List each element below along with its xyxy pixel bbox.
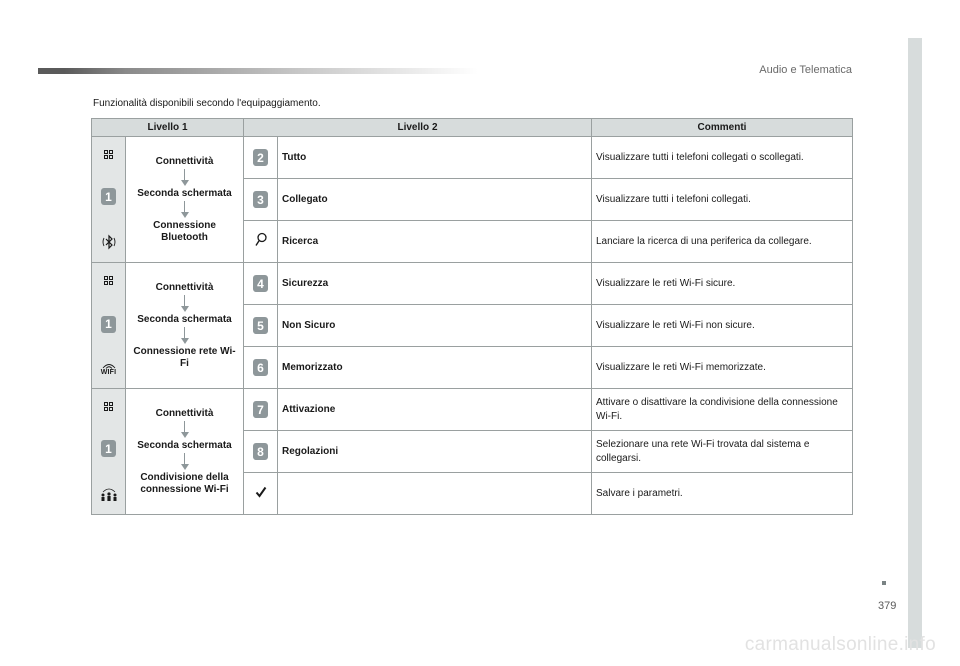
path-step: Seconda schermata — [137, 313, 232, 325]
grid-icon — [104, 402, 114, 412]
path-step: Connettività — [155, 281, 214, 293]
page-marker — [882, 581, 886, 585]
page-subtitle: Funzionalità disponibili secondo l'equipaggiamento. — [93, 98, 321, 109]
step-badge: 2 — [253, 149, 268, 166]
path-step: Connessione Bluetooth — [153, 219, 216, 243]
arrow-down-icon — [181, 295, 189, 313]
page-edge-strip — [908, 38, 922, 648]
group-icons — [92, 389, 126, 515]
path-step: Seconda schermata — [137, 187, 232, 199]
path-step: Condivisione della connessione Wi-Fi — [140, 471, 229, 495]
comment: Lanciare la ricerca di una periferica da collegare. — [592, 221, 853, 263]
path-step: Connettività — [155, 155, 214, 167]
arrow-down-icon — [181, 201, 189, 219]
level1-path — [126, 263, 244, 389]
comment: Visualizzare tutti i telefoni collegati o scollegati. — [592, 137, 853, 179]
step-badge: 3 — [253, 191, 268, 208]
level1-path — [126, 389, 244, 515]
search-icon — [254, 232, 268, 248]
grid-icon — [104, 276, 114, 286]
grid-icon — [104, 150, 114, 160]
arrow-down-icon — [181, 421, 189, 439]
settings-table — [91, 118, 853, 515]
col-header-comments: Commenti — [592, 119, 853, 137]
step-badge: 8 — [253, 443, 268, 460]
step-badge: 1 — [101, 188, 116, 205]
path-step: Seconda schermata — [137, 439, 232, 451]
step-badge: 4 — [253, 275, 268, 292]
comment: Attivare o disattivare la condivisione della connessione Wi-Fi. — [592, 389, 853, 431]
step-badge: 1 — [101, 316, 116, 333]
arrow-down-icon — [181, 327, 189, 345]
level1-path — [126, 137, 244, 263]
level2-label: Sicurezza — [278, 263, 592, 305]
bluetooth-icon — [101, 234, 117, 250]
table-row — [92, 137, 853, 179]
group-icons — [92, 263, 126, 389]
wifi-icon — [101, 363, 117, 376]
level2-label: Memorizzato — [278, 347, 592, 389]
header-rule — [38, 68, 478, 74]
group-icons — [92, 137, 126, 263]
watermark: carmanualsonline.info — [744, 634, 936, 655]
step-badge: 6 — [253, 359, 268, 376]
comment: Selezionare una rete Wi-Fi trovata dal sistema e collegarsi. — [592, 431, 853, 473]
step-badge: 1 — [101, 440, 116, 457]
comment: Salvare i parametri. — [592, 473, 853, 515]
table-row — [92, 389, 853, 431]
wifi-label: WIFI — [100, 368, 117, 376]
col-header-level2: Livello 2 — [244, 119, 592, 137]
arrow-down-icon — [181, 453, 189, 471]
path-step: Connessione rete Wi-Fi — [133, 345, 236, 369]
comment: Visualizzare le reti Wi-Fi sicure. — [592, 263, 853, 305]
step-badge: 7 — [253, 401, 268, 418]
comment: Visualizzare le reti Wi-Fi memorizzate. — [592, 347, 853, 389]
check-icon — [255, 486, 267, 498]
level2-label: Attivazione — [278, 389, 592, 431]
level2-label — [278, 473, 592, 515]
path-step: Connettività — [155, 407, 214, 419]
level2-label: Collegato — [278, 179, 592, 221]
level2-label: Regolazioni — [278, 431, 592, 473]
step-badge: 5 — [253, 317, 268, 334]
level2-label: Tutto — [278, 137, 592, 179]
level2-label: Ricerca — [278, 221, 592, 263]
comment: Visualizzare le reti Wi-Fi non sicure. — [592, 305, 853, 347]
level2-label: Non Sicuro — [278, 305, 592, 347]
comment: Visualizzare tutti i telefoni collegati. — [592, 179, 853, 221]
people-icon — [99, 486, 119, 502]
page-number: 379 — [878, 600, 897, 612]
arrow-down-icon — [181, 169, 189, 187]
col-header-level1: Livello 1 — [92, 119, 244, 137]
table-row — [92, 263, 853, 305]
section-title: Audio e Telematica — [759, 64, 852, 76]
